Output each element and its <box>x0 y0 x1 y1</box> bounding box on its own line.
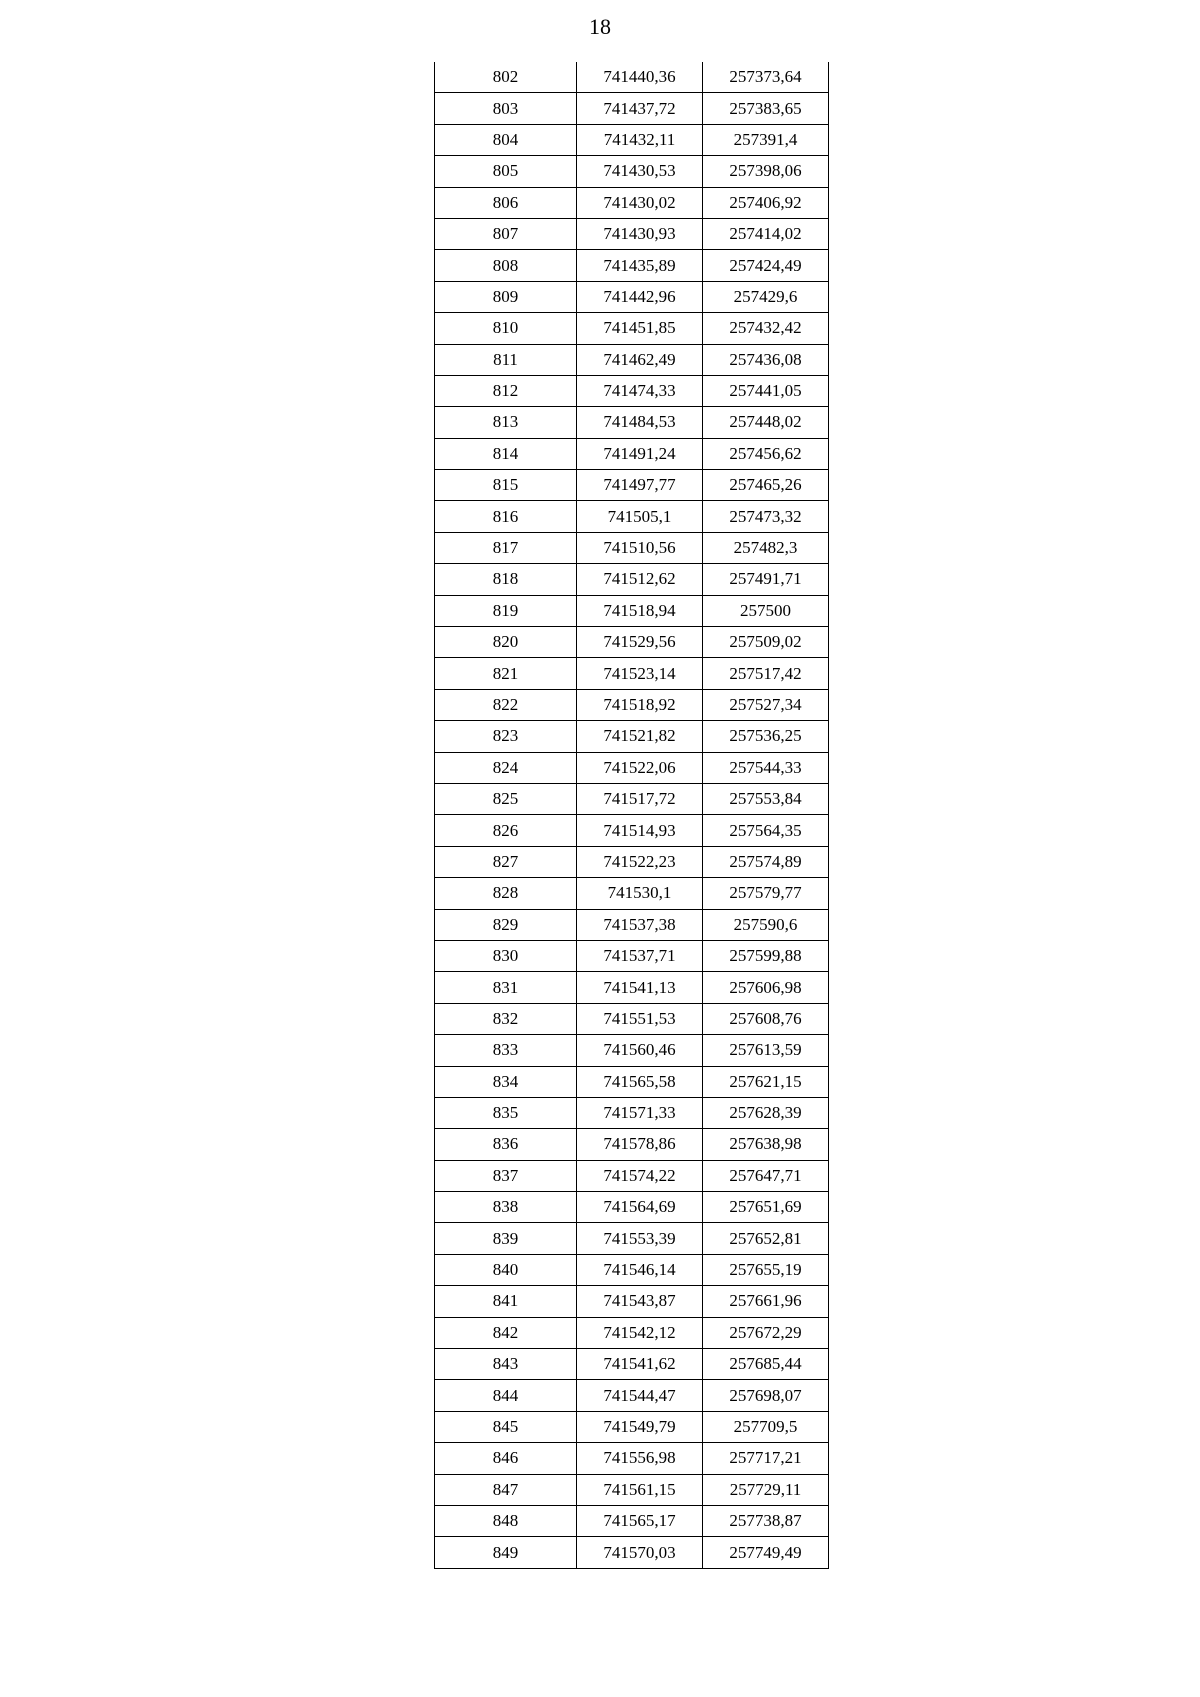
point-number-cell: 820 <box>435 627 577 658</box>
x-coordinate-cell: 741537,71 <box>577 940 703 971</box>
y-coordinate-cell: 257414,02 <box>703 218 829 249</box>
x-coordinate-cell: 741549,79 <box>577 1411 703 1442</box>
x-coordinate-cell: 741505,1 <box>577 501 703 532</box>
y-coordinate-cell: 257590,6 <box>703 909 829 940</box>
y-coordinate-cell: 257456,62 <box>703 438 829 469</box>
x-coordinate-cell: 741430,93 <box>577 218 703 249</box>
y-coordinate-cell: 257638,98 <box>703 1129 829 1160</box>
y-coordinate-cell: 257698,07 <box>703 1380 829 1411</box>
table-row <box>435 438 829 469</box>
y-coordinate-cell: 257749,49 <box>703 1537 829 1568</box>
table-row <box>435 407 829 438</box>
y-coordinate-cell: 257544,33 <box>703 752 829 783</box>
x-coordinate-cell: 741551,53 <box>577 1003 703 1034</box>
table-row <box>435 532 829 563</box>
x-coordinate-cell: 741512,62 <box>577 564 703 595</box>
y-coordinate-cell: 257491,71 <box>703 564 829 595</box>
point-number-cell: 824 <box>435 752 577 783</box>
x-coordinate-cell: 741491,24 <box>577 438 703 469</box>
x-coordinate-cell: 741574,22 <box>577 1160 703 1191</box>
y-coordinate-cell: 257536,25 <box>703 721 829 752</box>
point-number-cell: 815 <box>435 470 577 501</box>
y-coordinate-cell: 257473,32 <box>703 501 829 532</box>
table-row <box>435 752 829 783</box>
point-number-cell: 849 <box>435 1537 577 1568</box>
point-number-cell: 838 <box>435 1192 577 1223</box>
table-row <box>435 721 829 752</box>
x-coordinate-cell: 741440,36 <box>577 62 703 93</box>
point-number-cell: 813 <box>435 407 577 438</box>
table-row <box>435 1349 829 1380</box>
table-row <box>435 1286 829 1317</box>
table-row <box>435 846 829 877</box>
y-coordinate-cell: 257628,39 <box>703 1097 829 1128</box>
table-row <box>435 1254 829 1285</box>
table-row <box>435 1505 829 1536</box>
x-coordinate-cell: 741432,11 <box>577 124 703 155</box>
table-row <box>435 1474 829 1505</box>
coordinates-table-body <box>435 62 829 1568</box>
table-row <box>435 124 829 155</box>
y-coordinate-cell: 257441,05 <box>703 375 829 406</box>
table-row <box>435 218 829 249</box>
x-coordinate-cell: 741544,47 <box>577 1380 703 1411</box>
point-number-cell: 816 <box>435 501 577 532</box>
y-coordinate-cell: 257436,08 <box>703 344 829 375</box>
y-coordinate-cell: 257373,64 <box>703 62 829 93</box>
x-coordinate-cell: 741518,92 <box>577 689 703 720</box>
point-number-cell: 819 <box>435 595 577 626</box>
x-coordinate-cell: 741474,33 <box>577 375 703 406</box>
x-coordinate-cell: 741484,53 <box>577 407 703 438</box>
y-coordinate-cell: 257599,88 <box>703 940 829 971</box>
point-number-cell: 839 <box>435 1223 577 1254</box>
y-coordinate-cell: 257383,65 <box>703 93 829 124</box>
table-row <box>435 501 829 532</box>
x-coordinate-cell: 741561,15 <box>577 1474 703 1505</box>
x-coordinate-cell: 741570,03 <box>577 1537 703 1568</box>
x-coordinate-cell: 741564,69 <box>577 1192 703 1223</box>
y-coordinate-cell: 257406,92 <box>703 187 829 218</box>
table-row <box>435 689 829 720</box>
table-row <box>435 470 829 501</box>
table-row <box>435 1380 829 1411</box>
y-coordinate-cell: 257527,34 <box>703 689 829 720</box>
point-number-cell: 840 <box>435 1254 577 1285</box>
page-number: 18 <box>589 14 611 39</box>
x-coordinate-cell: 741542,12 <box>577 1317 703 1348</box>
point-number-cell: 809 <box>435 281 577 312</box>
x-coordinate-cell: 741543,87 <box>577 1286 703 1317</box>
x-coordinate-cell: 741497,77 <box>577 470 703 501</box>
table-row <box>435 281 829 312</box>
point-number-cell: 810 <box>435 313 577 344</box>
point-number-cell: 833 <box>435 1035 577 1066</box>
point-number-cell: 835 <box>435 1097 577 1128</box>
x-coordinate-cell: 741529,56 <box>577 627 703 658</box>
table-row <box>435 1129 829 1160</box>
x-coordinate-cell: 741522,23 <box>577 846 703 877</box>
table-row <box>435 93 829 124</box>
point-number-cell: 805 <box>435 156 577 187</box>
x-coordinate-cell: 741442,96 <box>577 281 703 312</box>
table-row <box>435 564 829 595</box>
point-number-cell: 814 <box>435 438 577 469</box>
point-number-cell: 803 <box>435 93 577 124</box>
x-coordinate-cell: 741578,86 <box>577 1129 703 1160</box>
y-coordinate-cell: 257509,02 <box>703 627 829 658</box>
y-coordinate-cell: 257655,19 <box>703 1254 829 1285</box>
y-coordinate-cell: 257579,77 <box>703 878 829 909</box>
point-number-cell: 807 <box>435 218 577 249</box>
point-number-cell: 842 <box>435 1317 577 1348</box>
y-coordinate-cell: 257717,21 <box>703 1443 829 1474</box>
point-number-cell: 818 <box>435 564 577 595</box>
y-coordinate-cell: 257398,06 <box>703 156 829 187</box>
y-coordinate-cell: 257432,42 <box>703 313 829 344</box>
table-row <box>435 344 829 375</box>
x-coordinate-cell: 741430,53 <box>577 156 703 187</box>
table-row <box>435 972 829 1003</box>
point-number-cell: 825 <box>435 783 577 814</box>
table-row <box>435 1003 829 1034</box>
point-number-cell: 811 <box>435 344 577 375</box>
table-row <box>435 187 829 218</box>
table-row <box>435 1443 829 1474</box>
y-coordinate-cell: 257482,3 <box>703 532 829 563</box>
x-coordinate-cell: 741565,17 <box>577 1505 703 1536</box>
x-coordinate-cell: 741522,06 <box>577 752 703 783</box>
table-row <box>435 1160 829 1191</box>
point-number-cell: 817 <box>435 532 577 563</box>
x-coordinate-cell: 741518,94 <box>577 595 703 626</box>
point-number-cell: 806 <box>435 187 577 218</box>
table-row <box>435 940 829 971</box>
x-coordinate-cell: 741517,72 <box>577 783 703 814</box>
y-coordinate-cell: 257613,59 <box>703 1035 829 1066</box>
x-coordinate-cell: 741462,49 <box>577 344 703 375</box>
y-coordinate-cell: 257621,15 <box>703 1066 829 1097</box>
table-row <box>435 1411 829 1442</box>
point-number-cell: 812 <box>435 375 577 406</box>
x-coordinate-cell: 741530,1 <box>577 878 703 909</box>
y-coordinate-cell: 257672,29 <box>703 1317 829 1348</box>
y-coordinate-cell: 257738,87 <box>703 1505 829 1536</box>
y-coordinate-cell: 257652,81 <box>703 1223 829 1254</box>
y-coordinate-cell: 257729,11 <box>703 1474 829 1505</box>
x-coordinate-cell: 741510,56 <box>577 532 703 563</box>
table-row <box>435 1035 829 1066</box>
table-row <box>435 250 829 281</box>
point-number-cell: 832 <box>435 1003 577 1034</box>
y-coordinate-cell: 257685,44 <box>703 1349 829 1380</box>
table-row <box>435 909 829 940</box>
point-number-cell: 827 <box>435 846 577 877</box>
point-number-cell: 847 <box>435 1474 577 1505</box>
y-coordinate-cell: 257500 <box>703 595 829 626</box>
x-coordinate-cell: 741514,93 <box>577 815 703 846</box>
point-number-cell: 822 <box>435 689 577 720</box>
table-row <box>435 1537 829 1568</box>
point-number-cell: 830 <box>435 940 577 971</box>
x-coordinate-cell: 741565,58 <box>577 1066 703 1097</box>
y-coordinate-cell: 257564,35 <box>703 815 829 846</box>
table-row <box>435 815 829 846</box>
point-number-cell: 844 <box>435 1380 577 1411</box>
table-row <box>435 1066 829 1097</box>
table-row <box>435 1223 829 1254</box>
table-row <box>435 1097 829 1128</box>
x-coordinate-cell: 741521,82 <box>577 721 703 752</box>
x-coordinate-cell: 741541,62 <box>577 1349 703 1380</box>
point-number-cell: 834 <box>435 1066 577 1097</box>
table-row <box>435 1317 829 1348</box>
x-coordinate-cell: 741560,46 <box>577 1035 703 1066</box>
y-coordinate-cell: 257391,4 <box>703 124 829 155</box>
table-row <box>435 1192 829 1223</box>
y-coordinate-cell: 257553,84 <box>703 783 829 814</box>
x-coordinate-cell: 741435,89 <box>577 250 703 281</box>
table-row <box>435 595 829 626</box>
point-number-cell: 821 <box>435 658 577 689</box>
x-coordinate-cell: 741541,13 <box>577 972 703 1003</box>
y-coordinate-cell: 257709,5 <box>703 1411 829 1442</box>
point-number-cell: 823 <box>435 721 577 752</box>
y-coordinate-cell: 257606,98 <box>703 972 829 1003</box>
y-coordinate-cell: 257429,6 <box>703 281 829 312</box>
y-coordinate-cell: 257465,26 <box>703 470 829 501</box>
y-coordinate-cell: 257647,71 <box>703 1160 829 1191</box>
table-row <box>435 783 829 814</box>
table-row <box>435 878 829 909</box>
point-number-cell: 841 <box>435 1286 577 1317</box>
x-coordinate-cell: 741546,14 <box>577 1254 703 1285</box>
x-coordinate-cell: 741523,14 <box>577 658 703 689</box>
x-coordinate-cell: 741571,33 <box>577 1097 703 1128</box>
point-number-cell: 837 <box>435 1160 577 1191</box>
table-row <box>435 156 829 187</box>
y-coordinate-cell: 257651,69 <box>703 1192 829 1223</box>
point-number-cell: 848 <box>435 1505 577 1536</box>
point-number-cell: 843 <box>435 1349 577 1380</box>
table-row <box>435 627 829 658</box>
y-coordinate-cell: 257574,89 <box>703 846 829 877</box>
x-coordinate-cell: 741430,02 <box>577 187 703 218</box>
table-row <box>435 658 829 689</box>
coordinates-table <box>434 62 829 1569</box>
point-number-cell: 845 <box>435 1411 577 1442</box>
point-number-cell: 829 <box>435 909 577 940</box>
x-coordinate-cell: 741553,39 <box>577 1223 703 1254</box>
point-number-cell: 804 <box>435 124 577 155</box>
y-coordinate-cell: 257424,49 <box>703 250 829 281</box>
point-number-cell: 846 <box>435 1443 577 1474</box>
x-coordinate-cell: 741437,72 <box>577 93 703 124</box>
table-row <box>435 375 829 406</box>
x-coordinate-cell: 741451,85 <box>577 313 703 344</box>
table-row <box>435 62 829 93</box>
table-row <box>435 313 829 344</box>
y-coordinate-cell: 257608,76 <box>703 1003 829 1034</box>
x-coordinate-cell: 741556,98 <box>577 1443 703 1474</box>
point-number-cell: 828 <box>435 878 577 909</box>
y-coordinate-cell: 257661,96 <box>703 1286 829 1317</box>
point-number-cell: 808 <box>435 250 577 281</box>
y-coordinate-cell: 257448,02 <box>703 407 829 438</box>
point-number-cell: 831 <box>435 972 577 1003</box>
y-coordinate-cell: 257517,42 <box>703 658 829 689</box>
point-number-cell: 802 <box>435 62 577 93</box>
point-number-cell: 836 <box>435 1129 577 1160</box>
point-number-cell: 826 <box>435 815 577 846</box>
x-coordinate-cell: 741537,38 <box>577 909 703 940</box>
